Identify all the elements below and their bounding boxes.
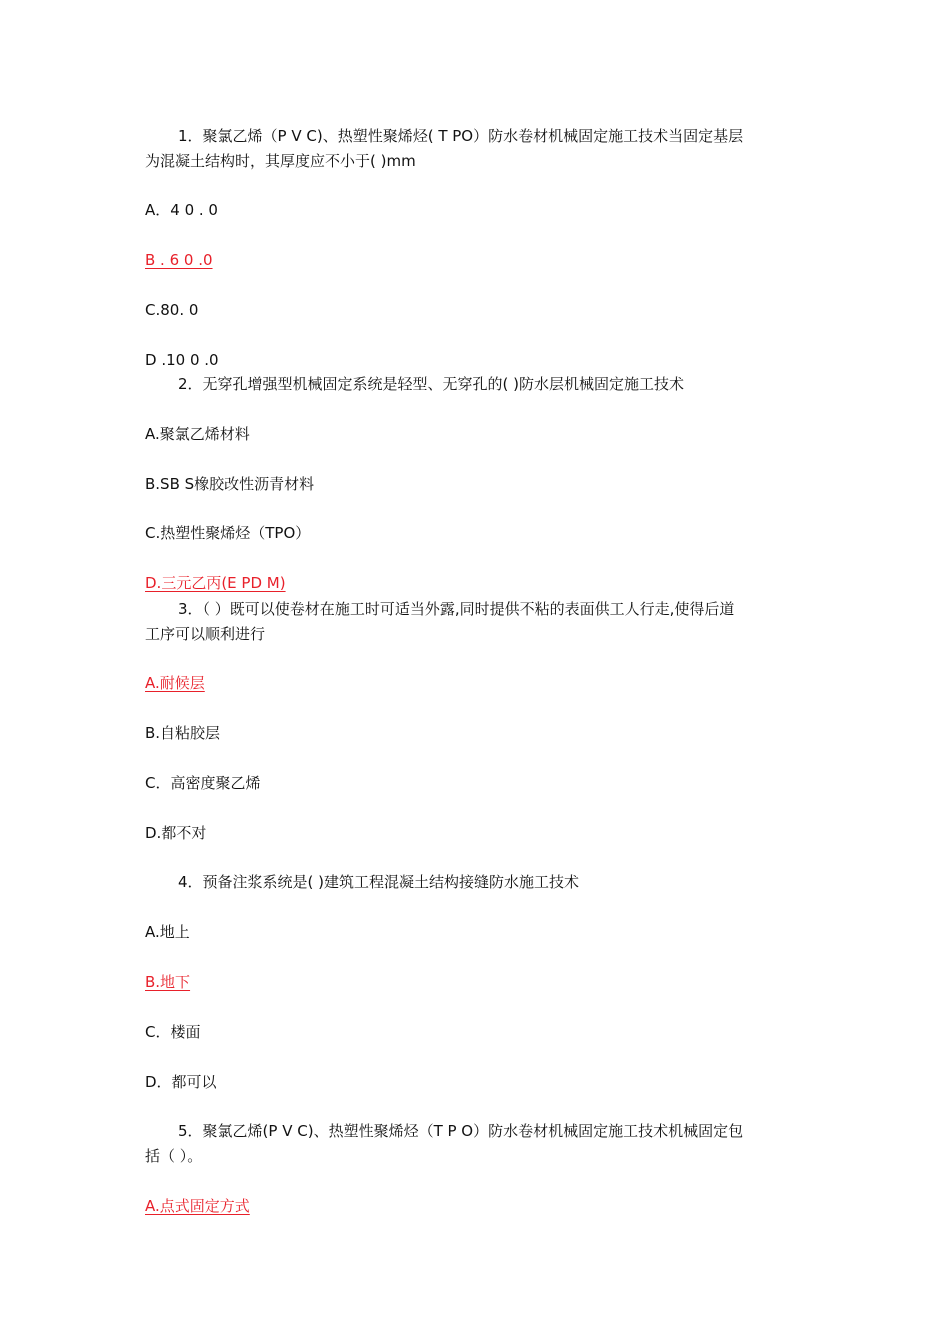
- question-1-option-a: A．4 0 . 0: [145, 201, 218, 219]
- question-3-text-line-1: 3．（ ）既可以使卷材在施工时可适当外露,同时提供不粘的表面供工人行走,使得后道: [178, 600, 735, 618]
- question-5-option-a-answer: A.点式固定方式: [145, 1197, 250, 1215]
- question-4-option-a: A.地上: [145, 923, 190, 941]
- question-4-option-b-answer: B.地下: [145, 973, 191, 991]
- question-1-text-line-2: 为混凝土结构时，其厚度应不小于( )mm: [145, 152, 416, 170]
- question-1-option-c: C.80. 0: [145, 301, 199, 319]
- question-3-option-b: B.自粘胶层: [145, 724, 221, 742]
- question-1-option-d: D .10 0 .0: [145, 351, 219, 369]
- question-2-option-c: C.热塑性聚烯烃（TPO）: [145, 524, 311, 542]
- question-4-option-d: D．都可以: [145, 1073, 217, 1091]
- question-4-option-c: C．楼面: [145, 1023, 201, 1041]
- question-3-text-line-2: 工序可以顺利进行: [145, 625, 266, 643]
- question-5-text-line-1: 5．聚氯乙烯(P V C)、热塑性聚烯烃（T P O）防水卷材机械固定施工技术机械固定包: [178, 1122, 744, 1140]
- question-2-option-b: B.SB S橡胶改性沥青材料: [145, 475, 315, 493]
- question-2-text-line-1: 2．无穿孔增强型机械固定系统是轻型、无穿孔的( )防水层机械固定施工技术: [178, 375, 685, 393]
- question-4-text-line-1: 4．预备注浆系统是( )建筑工程混凝土结构接缝防水施工技术: [178, 873, 580, 891]
- question-3-option-d: D.都不对: [145, 824, 207, 842]
- question-5-text-line-2: 括（ ）。: [145, 1147, 203, 1165]
- question-1-option-b-answer: B . 6 0 .0: [145, 251, 213, 269]
- question-3-option-c: C．高密度聚乙烯: [145, 774, 261, 792]
- question-1-text-line-1: 1．聚氯乙烯（P V C)、热塑性聚烯烃( T PO）防水卷材机械固定施工技术当固定基层: [178, 127, 744, 145]
- question-3-option-a-answer: A.耐候层: [145, 674, 205, 692]
- question-2-option-d-answer: D.三元乙丙(E PD M): [145, 574, 286, 592]
- question-2-option-a: A.聚氯乙烯材料: [145, 425, 250, 443]
